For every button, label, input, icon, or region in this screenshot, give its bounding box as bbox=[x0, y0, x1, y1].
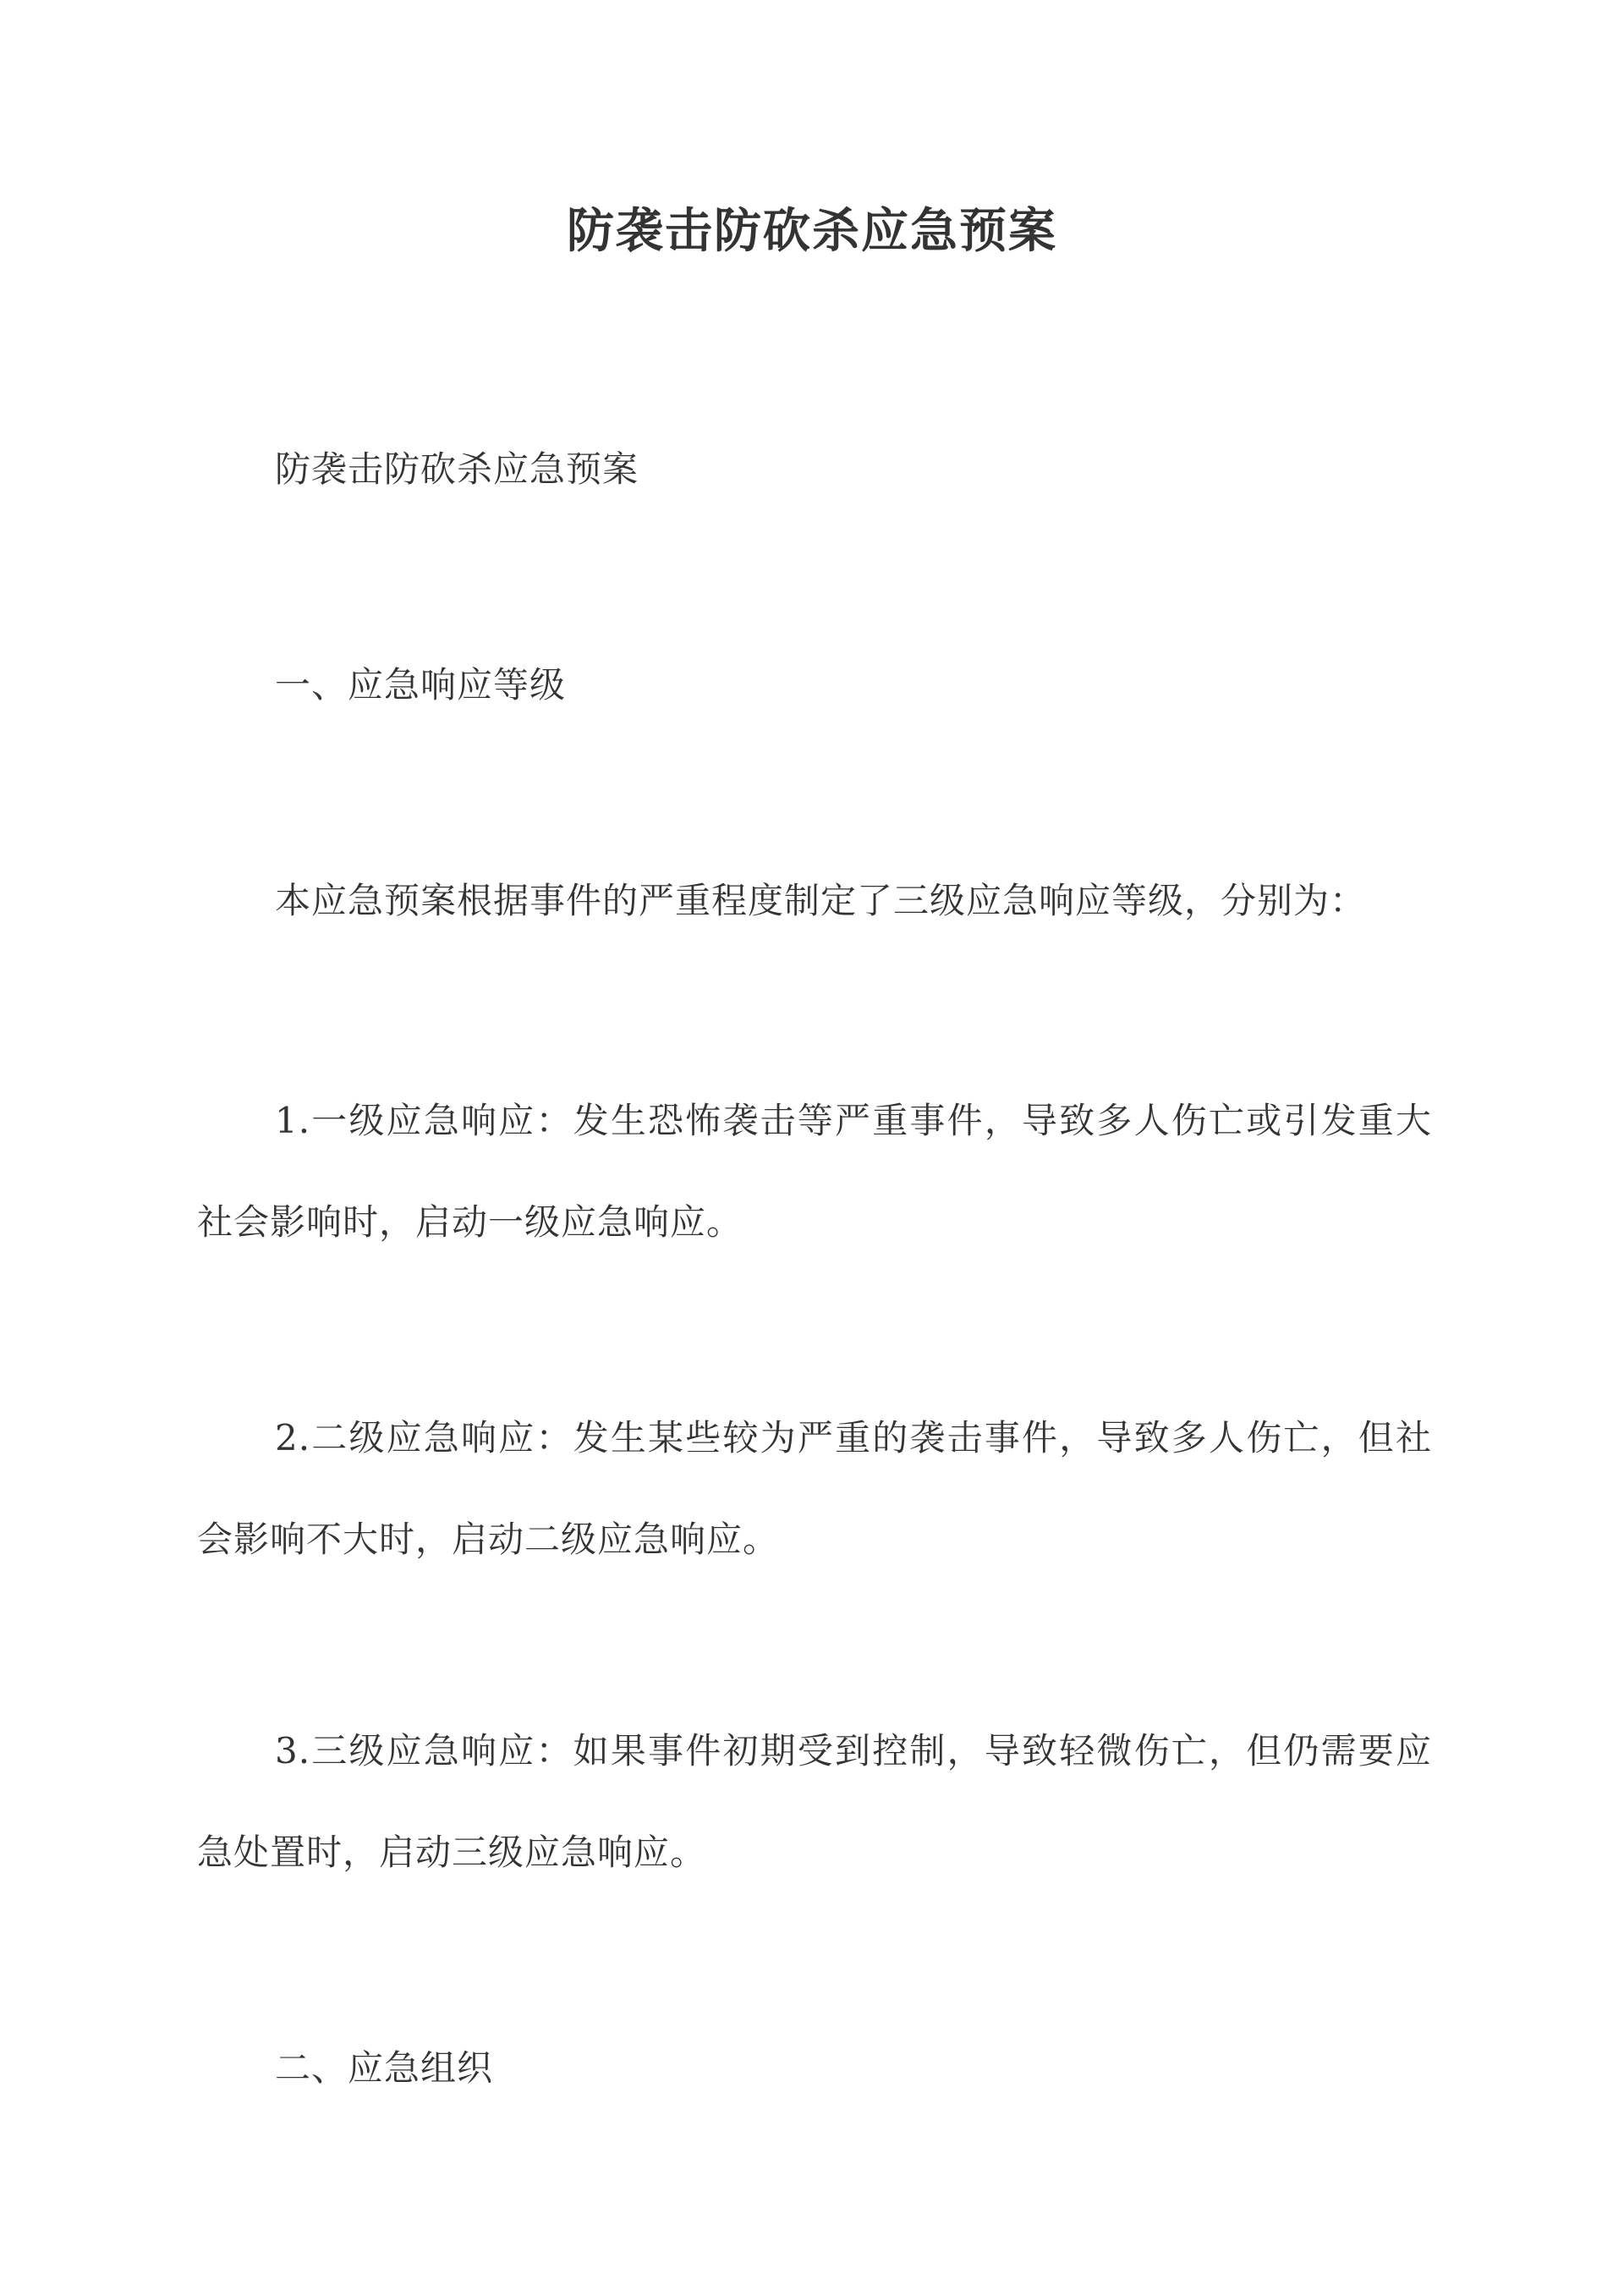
list-item-level-2: 2.二级应急响应：发生某些较为严重的袭击事件，导致多人伤亡，但社会影响不大时，启动二级应急响应。 bbox=[197, 1417, 1432, 1560]
list-item-level-3: 3.三级应急响应：如果事件初期受到控制，导致轻微伤亡，但仍需要应急处置时，启动三级应急响应。 bbox=[197, 1730, 1432, 1873]
heading-response-levels: 一、应急响应等级 bbox=[275, 664, 567, 706]
paragraph-subtitle: 防袭击防砍杀应急预案 bbox=[275, 448, 639, 490]
document-title: 防袭击防砍杀应急预案 bbox=[567, 203, 1057, 259]
paragraph-intro: 本应急预案根据事件的严重程度制定了三级应急响应等级，分别为： bbox=[275, 880, 1367, 921]
list-item-level-1: 1.一级应急响应：发生恐怖袭击等严重事件，导致多人伤亡或引发重大社会影响时，启动一级应急响应。 bbox=[197, 1100, 1432, 1243]
heading-emergency-organization: 二、应急组织 bbox=[275, 2047, 494, 2089]
